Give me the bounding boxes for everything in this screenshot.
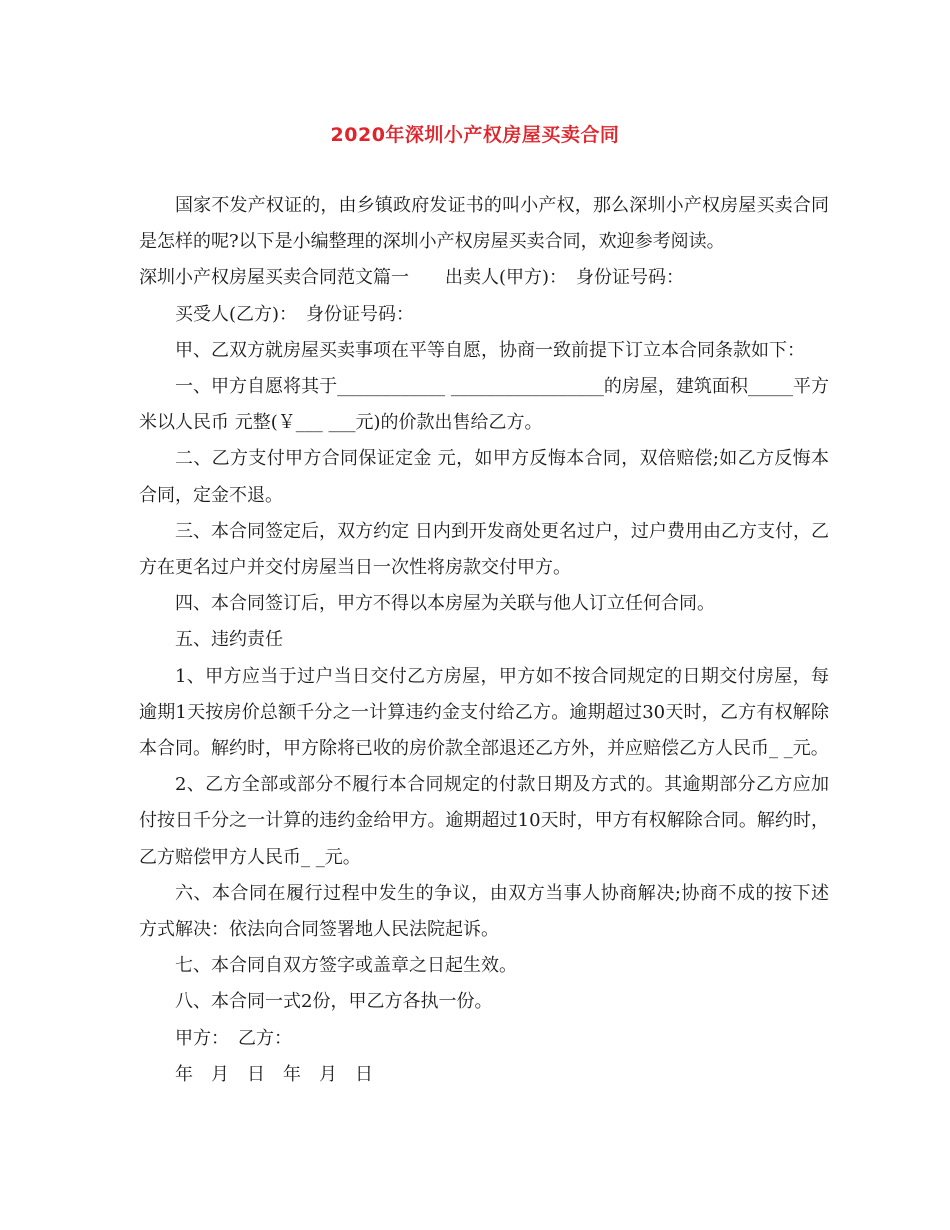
clause-3: 三、本合同签定后，双方约定 日内到开发商处更名过户，过户费用由乙方支付，乙方在更名过户并交付房屋当日一次性将房款交付甲方。 — [139, 520, 829, 579]
clause-5-heading: 五、违约责任 — [175, 629, 283, 651]
clause-6: 六、本合同在履行过程中发生的争议，由双方当事人协商解决;协商不成的按下述方式解决：依法向合同签署地人民法院起诉。 — [139, 882, 829, 941]
document-body — [139, 188, 829, 1093]
document-title: 2020年深圳小产权房屋买卖合同 — [330, 124, 620, 146]
preamble-paragraph: 甲、乙双方就房屋买卖事项在平等自愿，协商一致前提下订立本合同条款如下： — [175, 339, 805, 361]
intro-paragraph: 国家不发产权证的，由乡镇政府发证书的叫小产权，那么深圳小产权房屋买卖合同是怎样的呢?以下是小编整理的深圳小产权房屋买卖合同，欢迎参考阅读。 — [139, 195, 829, 253]
buyer-line: 买受人(乙方)： 身份证号码： — [175, 303, 415, 325]
contract-heading-seller: 深圳小产权房屋买卖合同范文篇一 出卖人(甲方)： 身份证号码： — [139, 267, 685, 289]
clause-2: 二、乙方支付甲方合同保证定金 元，如甲方反悔本合同，双倍赔偿;如乙方反悔本合同，定金不退。 — [139, 448, 829, 506]
clause-5-item-2: 2、乙方全部或部分不履行本合同规定的付款日期及方式的。其逾期部分乙方应加付按日千分之一计算的违约金给甲方。逾期超过10天时，甲方有权解除合同。解约时，乙方赔偿甲方人民币_ _元。 — [139, 774, 829, 868]
clause-1: 一、甲方自愿将其于____________ _________________的房屋，建筑面积_____平方米以人民币 元整(￥___ ___元)的价款出售给乙方。 — [139, 376, 829, 434]
clause-8: 八、本合同一式2份，甲乙方各执一份。 — [175, 991, 493, 1013]
clause-5-item-1: 1、甲方应当于过户当日交付乙方房屋，甲方如不按合同规定的日期交付房屋，每逾期1天按房价总额千分之一计算违约金支付给乙方。逾期超过30天时，乙方有权解除本合同。解约时，甲方除将已收的房价款全部退还乙方外，并应赔偿乙方人民币_ _元。 — [139, 665, 829, 760]
clause-4: 四、本合同签订后，甲方不得以本房屋为关联与他人订立任何合同。 — [175, 593, 715, 615]
signature-dates: 年 月 日 年 月 日 — [175, 1063, 373, 1085]
clause-7: 七、本合同自双方签字或盖章之日起生效。 — [175, 955, 517, 977]
signature-parties: 甲方： 乙方： — [175, 1027, 292, 1049]
